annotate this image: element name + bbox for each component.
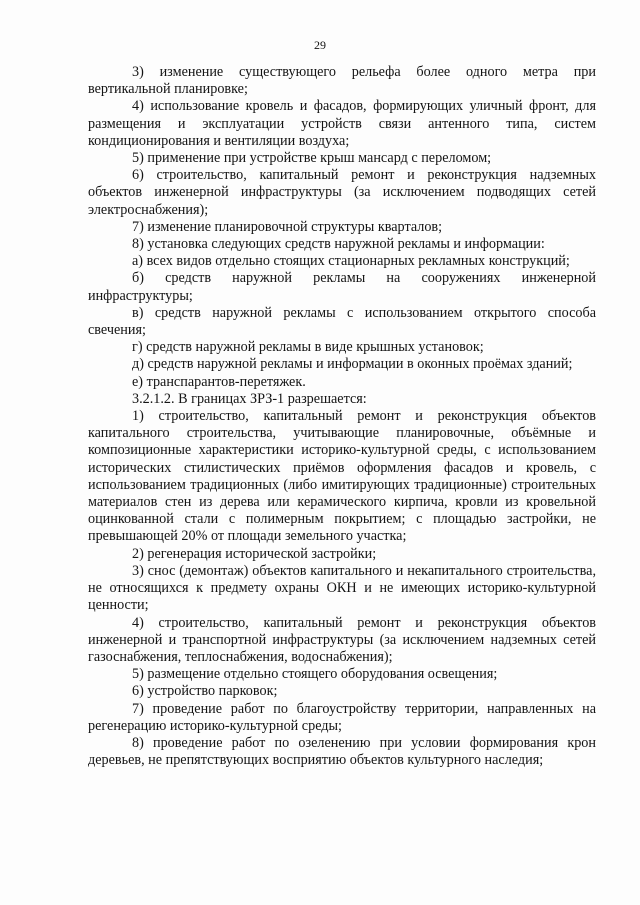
paragraph: 6) строительство, капитальный ремонт и реконструкция надземных объектов инженерной инфраструктуры (за исключением подводящих сетей электроснабжения); <box>88 167 596 218</box>
paragraph: 8) установка следующих средств наружной рекламы и информации: <box>132 236 545 253</box>
paragraph: 3) изменение существующего рельефа более одного метра при вертикальной планировке; <box>88 64 596 98</box>
section-heading: 3.2.1.2. В границах ЗРЗ-1 разрешается: <box>132 390 367 407</box>
list-item: е) транспарантов-перетяжек. <box>132 373 306 390</box>
paragraph: 3) снос (демонтаж) объектов капитального и некапитального строительства, не относящихся к предмету охраны ОКН и не имеющих историко-культурной ценности; <box>88 562 596 614</box>
paragraph: 7) изменение планировочной структуры кварталов; <box>132 218 443 235</box>
paragraph: 5) применение при устройстве крыш мансард с переломом; <box>132 150 492 167</box>
paragraph: 7) проведение работ по благоустройству территории, направленных на регенерацию историко-культурной среды; <box>88 700 596 734</box>
paragraph: 8) проведение работ по озеленению при условии формирования крон деревьев, не препятствующих восприятию объектов культурного наследия; <box>88 734 596 769</box>
paragraph: 5) размещение отдельно стоящего оборудования освещения; <box>132 666 498 683</box>
document-body <box>88 64 596 769</box>
paragraph: 1) строительство, капитальный ремонт и реконструкция объектов капитального строительства, учитывающие планировочные, объёмные и композиционные характеристики историко-культурной среды, с использованием исторических стилистических приёмов оформления фасадов и кровель, с использованием традиционных (либо имитирующих традиционные) строительных материалов стен из дерева или керамического кирпича, кровли из кровельной оцинкованной стали с полимерным покрытием; с площадью застройки, не превышающей 20% от площади земельного участка; <box>88 408 596 545</box>
page-number: 29 <box>314 38 326 52</box>
paragraph: 4) строительство, капитальный ремонт и реконструкция объектов инженерной и транспортной инфраструктуры (за исключением надземных сетей газоснабжения, теплоснабжения, водоснабжения); <box>88 614 596 665</box>
paragraph: 2) регенерация исторической застройки; <box>132 545 377 562</box>
list-item: г) средств наружной рекламы в виде крышных установок; <box>132 339 484 356</box>
paragraph: 6) устройство парковок; <box>132 683 278 700</box>
list-item: а) всех видов отдельно стоящих стационарных рекламных конструкций; <box>132 253 570 270</box>
paragraph: 4) использование кровель и фасадов, формирующих уличный фронт, для размещения и эксплуатации устройств связи антенного типа, систем кондиционирования и вентиляции воздуха; <box>88 98 596 149</box>
list-item: в) средств наружной рекламы с использованием открытого способа свечения; <box>88 304 596 339</box>
list-item: д) средств наружной рекламы и информации в оконных проёмах зданий; <box>132 356 573 373</box>
list-item: б) средств наружной рекламы на сооружениях инженерной инфраструктуры; <box>88 270 596 304</box>
